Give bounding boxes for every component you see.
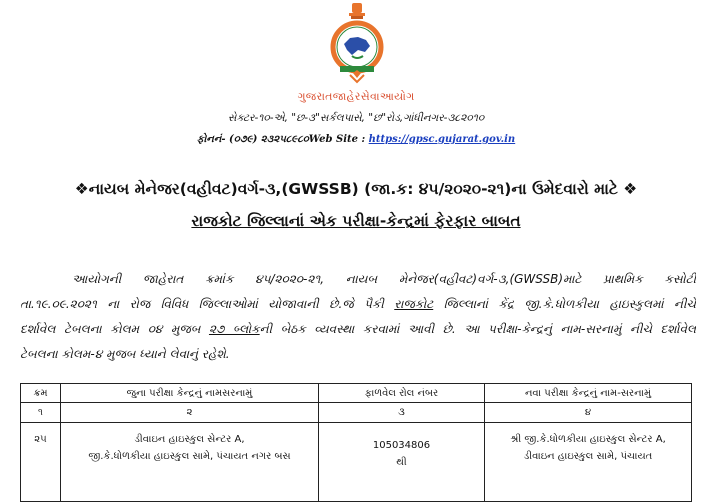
exam-center-table: [20, 383, 692, 502]
website-label: Web Site :: [308, 134, 369, 145]
index-cell: ૪: [485, 403, 692, 423]
notice-paragraph: [20, 267, 696, 367]
index-cell: ૨: [61, 403, 319, 423]
table-header-row: [21, 384, 692, 403]
header-new-center: નવા પરીક્ષા કેન્દ્રનું નામ-સરનામું: [485, 384, 692, 403]
paragraph-line-1: આયોગની જાહેરાત ક્રમાંક ૪૫/૨૦૨૦-૨૧, નાયબ મેનેજર(વહીવટ)વર્ગ-૩,(GWSSB)માટે પ્રાથમિક કસોટી: [72, 272, 696, 286]
gpsc-logo: [330, 0, 384, 84]
gpsc-seal-icon: [330, 0, 384, 84]
header-roll-number: ફાળવેલ રોલ નંબર: [319, 384, 485, 403]
notice-title-line2-text: રાજકોટ જિલ્લાનાં એક પરીક્ષા-કેન્દ્રમાં ફેરફાર બાબત: [191, 212, 521, 230]
roll-from: 105034806: [372, 440, 431, 451]
notice-title-line1: ❖નાયબ મેનેજર(વહીવટ)વર્ગ-૩,(GWSSB) (જા.ક: ૪૫/૨૦૨૦-૨૧)ના ઉમેદવારો માટે ❖: [74, 180, 638, 198]
index-cell: ૧: [21, 403, 61, 423]
website-link[interactable]: https://gpsc.gujarat.gov.in: [368, 134, 516, 145]
paragraph-line-2-post: જિલ્લાનાં કેંદ્ર જી.કે.ધોળકીયા હાઇસ્કુલમાં નીચે: [433, 297, 696, 311]
paragraph-line-3-post: ની બેઠક વ્યવસ્થા કરવામાં આવી છે. આ પરીક્ષા-કેન્દ્રનું નામ-સરનામું નીચે દર્શાવેલ: [259, 322, 696, 336]
header-old-center: જુના પરીક્ષા કેન્દ્રનું નામસરનામું: [61, 384, 319, 403]
new-center-line2: ડીવાઇન હાઇસ્કુલ સામે, પંચાયત: [523, 451, 653, 462]
contact-line: [0, 134, 712, 145]
paragraph-line-3: [20, 317, 696, 342]
notice-title-line2: [0, 212, 712, 231]
new-center-line1: શ્રી જી.કે.ધોળકીયા હાઇસ્કુલ સેન્ટર A,: [510, 434, 666, 445]
underlined-district: રાજકોટ: [394, 297, 434, 311]
row-roll-number: [319, 423, 485, 502]
old-center-line1: ડીવાઇન હાઇસ્કુલ સેન્ટર A,: [134, 434, 245, 445]
org-address: સેક્ટર-૧૦-એ, "છ-૩"સર્કલપાસે, "છ"રોડ,ગાંધીનગર-૩૮૨૦૧૦: [227, 112, 485, 124]
table-row: [21, 423, 692, 502]
index-cell: ૩: [319, 403, 485, 423]
paragraph-line-4: ટેબલના કોલમ-૪ મુજબ ધ્યાને લેવાનું રહેશે.: [20, 347, 230, 361]
old-center-line2: જી.કે.ધોળકીયા હાઇસ્કુલ સામે, પંચાયત નગર બસ: [88, 451, 291, 462]
table-index-row: [21, 403, 692, 423]
underlined-blocks: ૨૭ બ્લોક: [208, 322, 260, 336]
paragraph-line-2-pre: તા.૧૯.૦૯.૨૦૨૧ ના રોજ વિવિધ જિલ્લાઓમાં યોજાવાની છે.જે પૈકી: [20, 297, 395, 311]
paragraph-line-2: [20, 292, 696, 317]
row-old-center: [61, 423, 319, 502]
header-serial: ક્રમ: [21, 384, 61, 403]
paragraph-line-3-pre: દર્શાવેલ ટેબલના કોલમ ૦૪ મુજબ: [20, 322, 209, 336]
phone-label: ફોનનં- (૦૭૯) ૨૩૨૫૮૯૮૦: [196, 134, 309, 145]
org-name: ગુજરાતજાહેરસેવાઆયોગ: [297, 90, 415, 103]
row-new-center: [485, 423, 692, 502]
row-serial: ૨૫: [21, 423, 61, 502]
roll-to-word: થી: [396, 457, 407, 468]
